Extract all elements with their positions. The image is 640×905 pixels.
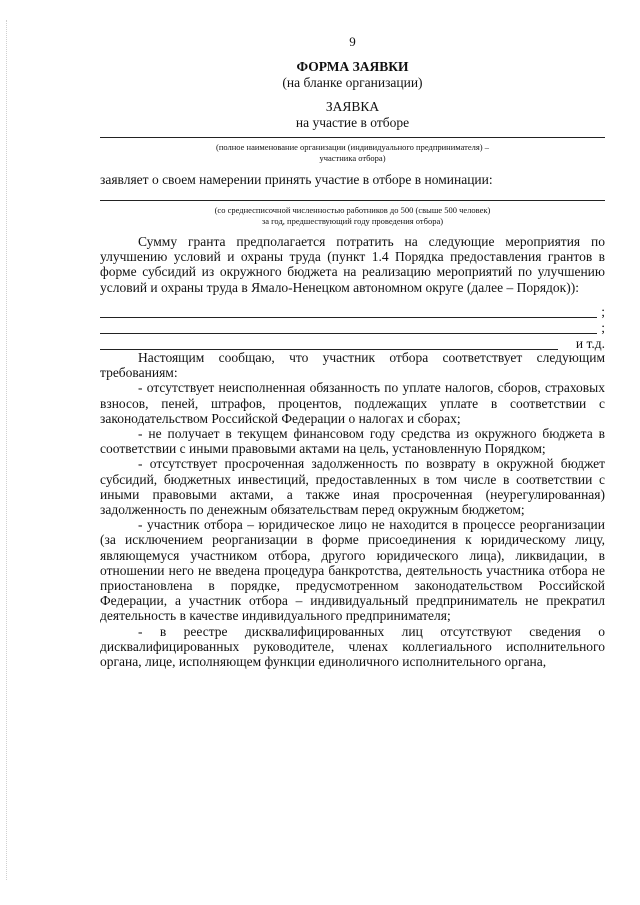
grant-paragraph-block [100,234,605,295]
nomination-caption-line-2: за год, предшествующий году проведения отбора) [261,216,444,226]
requirement-item: - отсутствует неисполненная обязанность по уплате налогов, сборов, страховых взносов, пеней, штрафов, процентов, подлежащих уплате в соответствии с законодательством Российской Федерации о налогах и сборах; [100,380,605,426]
form-subtitle: (на бланке организации) [282,75,423,90]
organization-name-line [100,137,605,138]
document-subtitle: на участие в отборе [295,115,410,130]
page-number: 9 [349,34,356,49]
fill-line-2-rule [100,333,597,334]
requirement-item: - не получает в текущем финансовом году средства из окружного бюджета в соответствии с иными правовыми актами на цель, установленную Порядком; [100,426,605,457]
fill-line-2 [100,321,605,336]
fill-line-1 [100,305,605,320]
fill-line-1-rule [100,317,597,318]
nomination-line [100,200,605,201]
fill-line-1-end: ; [601,304,605,319]
fill-line-3-end: и т.д. [575,336,605,351]
requirement-item: - участник отбора – юридическое лицо не находится в процессе реорганизации (за исключением реорганизации в форме присоединения к юридическому лицу, являющемуся участником отбора, другого юридического лица), ликвидации, в отношении него не введена процедура банкротства, деятельность участника отбора не приостановлена в порядке, предусмотренном законодательством Российской Федерации, а участник отбора – индивидуальный предприниматель не прекратил деятельность в качестве индивидуального предпринимателя; [100,517,605,624]
organization-caption-line-1: (полное наименование организации (индивидуального предпринимателя) – [216,142,489,152]
nomination-caption-line-1: (со среднесписочной численностью работников до 500 (свыше 500 человек) [214,205,491,215]
scan-edge-line [6,20,7,880]
organization-caption [100,142,605,164]
nomination-caption [100,205,605,227]
fill-line-2-end: ; [601,320,605,335]
requirements-block [100,350,605,669]
grant-paragraph: Сумму гранта предполагается потратить на следующие мероприятия по улучшению условий и охраны труда (пункт 1.4 Порядка предоставления грантов в форме субсидий из окружного бюджета на реализацию мероприятий по улучшению условий и охраны труда в Ямало-Ненецком автономном округе (далее – Порядок)): [100,234,605,295]
form-title: ФОРМА ЗАЯВКИ [296,59,409,74]
requirement-item: - в реестре дисквалифицированных лиц отсутствуют сведения о дисквалифицированных руководителе, членах коллегиального исполнительного органа, лице, исполняющем функции единоличного исполнительного органа, [100,623,605,670]
requirement-item: - отсутствует просроченная задолженность по возврату в окружной бюджет субсидий, бюджетных инвестиций, предоставленных в том числе в соответствии с иными правовыми актами, а также иная просроченная (неурегулированная) задолженность по денежным обязательствам перед окружным бюджетом; [100,456,605,518]
organization-caption-line-2: участника отбора) [319,153,386,163]
requirements-intro: Настоящим сообщаю, что участник отбора соответствует следующим требованиям: [100,350,605,381]
intent-statement: заявляет о своем намерении принять участие в отборе в номинации: [100,172,493,187]
document-title: ЗАЯВКА [325,99,380,114]
